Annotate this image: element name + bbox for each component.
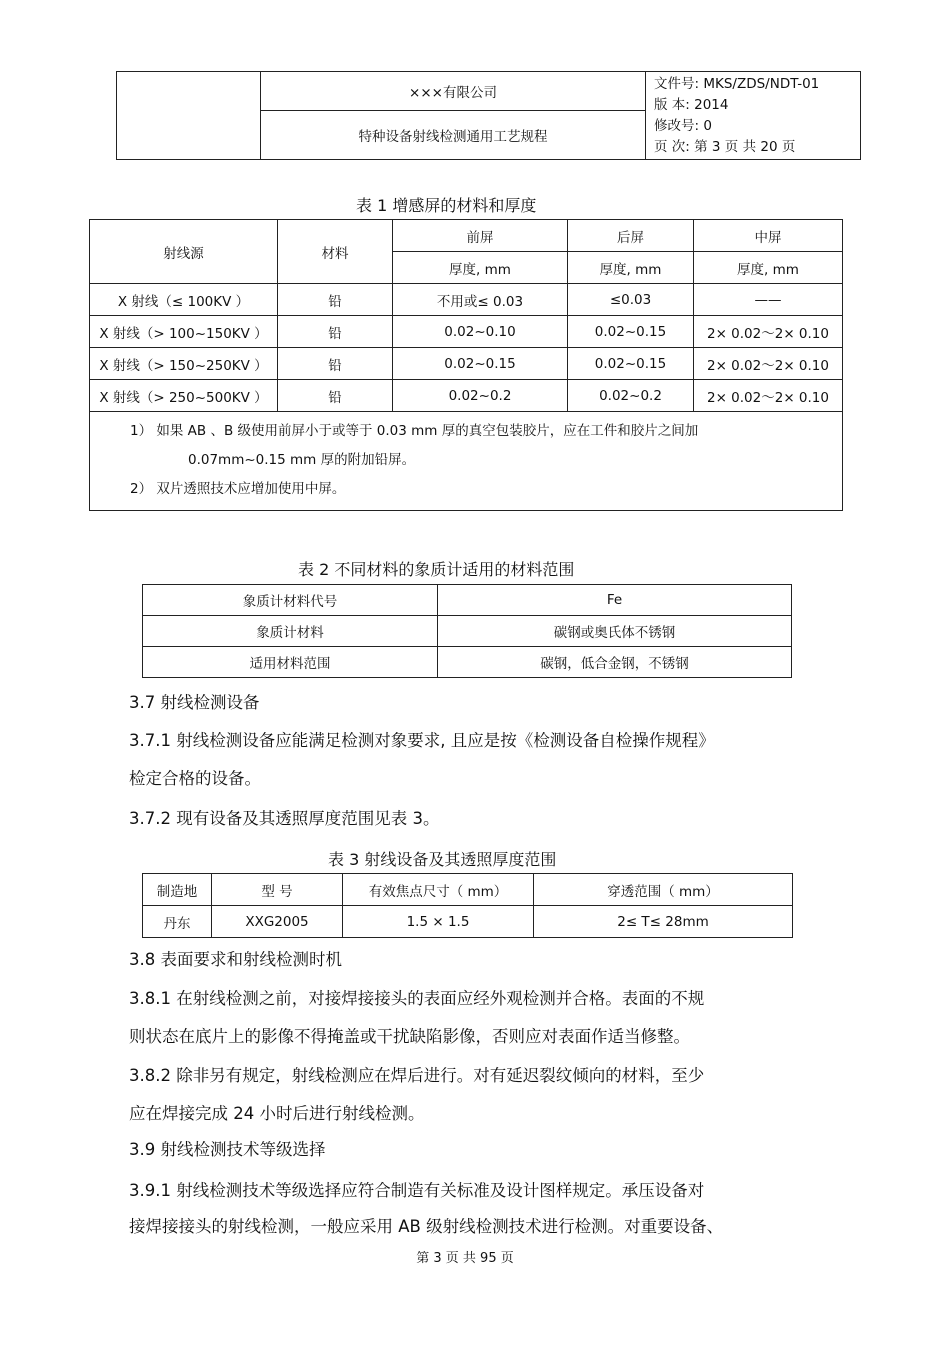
cell-front: 0.02~0.15 — [393, 348, 568, 380]
cell-front: 不用或≤ 0.03 — [393, 284, 568, 316]
cell-value: 碳钢或奥氏体不锈钢 — [438, 616, 792, 647]
table1-caption: 表 1 增感屏的材料和厚度 — [356, 196, 537, 215]
page-info: 页 次: 第 3 页 共 20 页 — [654, 138, 796, 155]
cell-model: XXG2005 — [212, 906, 343, 938]
cell-back: 0.02~0.15 — [568, 348, 694, 380]
para-3-7-1-line2: 检定合格的设备。 — [129, 769, 261, 788]
company-name: ×××有限公司 — [261, 72, 646, 111]
cell-material: 铅 — [278, 316, 393, 348]
section-3-9-heading: 3.9 射线检测技术等级选择 — [129, 1140, 326, 1159]
header-penetration: 穿透范围（ mm） — [534, 874, 793, 906]
header-source: 射线源 — [90, 220, 278, 284]
revision: 修改号: 0 — [654, 117, 712, 134]
cell-middle: 2× 0.02～2× 0.10 — [694, 348, 843, 380]
page-footer: 第 3 页 共 95 页 — [416, 1251, 514, 1266]
file-number: 文件号: MKS/ZDS/NDT-01 — [654, 75, 820, 92]
cell-material: 铅 — [278, 380, 393, 412]
table-notes — [90, 412, 843, 511]
section-3-8-heading: 3.8 表面要求和射线检测时机 — [129, 950, 342, 969]
note-1-continued: 0.07mm~0.15 mm 厚的附加铅屏。 — [188, 452, 416, 468]
cell-focal-size: 1.5 × 1.5 — [343, 906, 534, 938]
note-2: 2） 双片透照技术应增加使用中屏。 — [130, 481, 346, 497]
para-3-8-1-line1: 3.8.1 在射线检测之前，对接焊接接头的表面应经外观检测并合格。表面的不规 — [129, 989, 705, 1008]
para-3-9-1-line1: 3.9.1 射线检测技术等级选择应符合制造有关标准及设计图样规定。承压设备对 — [129, 1181, 705, 1200]
header-back: 后屏 — [568, 220, 694, 252]
cell-material: 铅 — [278, 348, 393, 380]
header-thickness: 厚度, mm — [694, 252, 843, 284]
cell-middle: 2× 0.02～2× 0.10 — [694, 380, 843, 412]
para-3-8-2-line2: 应在焊接完成 24 小时后进行射线检测。 — [129, 1104, 425, 1123]
header-model: 型 号 — [212, 874, 343, 906]
cell-origin: 丹东 — [143, 906, 212, 938]
section-3-7-heading: 3.7 射线检测设备 — [129, 693, 260, 712]
cell-label: 适用材料范围 — [143, 647, 438, 678]
header-origin: 制造地 — [143, 874, 212, 906]
cell-back: 0.02~0.2 — [568, 380, 694, 412]
cell-back: ≤0.03 — [568, 284, 694, 316]
cell-source: X 射线（> 250~500KV ） — [90, 380, 278, 412]
document-title: 特种设备射线检测通用工艺规程 — [261, 111, 646, 160]
cell-front: 0.02~0.10 — [393, 316, 568, 348]
cell-value: Fe — [438, 585, 792, 616]
note-1: 1） 如果 AB 、B 级使用前屏小于或等于 0.03 mm 厚的真空包装胶片，应在工件和胶片之间加 — [130, 423, 699, 439]
table-row — [90, 316, 843, 348]
table3-caption: 表 3 射线设备及其透照厚度范围 — [328, 850, 557, 869]
header-thickness: 厚度, mm — [393, 252, 568, 284]
header-front: 前屏 — [393, 220, 568, 252]
header-thickness: 厚度, mm — [568, 252, 694, 284]
table-row — [143, 906, 793, 938]
equipment-table — [142, 873, 793, 938]
logo-cell — [117, 72, 261, 160]
version: 版 本: 2014 — [654, 96, 729, 113]
table-row — [143, 647, 792, 678]
cell-label: 象质计材料 — [143, 616, 438, 647]
cell-front: 0.02~0.2 — [393, 380, 568, 412]
cell-label: 象质计材料代号 — [143, 585, 438, 616]
table-row — [143, 585, 792, 616]
cell-source: X 射线（> 100~150KV ） — [90, 316, 278, 348]
para-3-9-1-line2: 接焊接接头的射线检测，一般应采用 AB 级射线检测技术进行检测。对重要设备、 — [129, 1217, 724, 1236]
cell-value: 碳钢，低合金钢，不锈钢 — [438, 647, 792, 678]
cell-back: 0.02~0.15 — [568, 316, 694, 348]
cell-penetration: 2≤ T≤ 28mm — [534, 906, 793, 938]
table-row — [90, 284, 843, 316]
para-3-8-1-line2: 则状态在底片上的影像不得掩盖或干扰缺陷影像，否则应对表面作适当修整。 — [129, 1027, 690, 1046]
screen-table — [89, 219, 843, 511]
cell-material: 铅 — [278, 284, 393, 316]
iqi-table — [142, 584, 792, 678]
table2-caption: 表 2 不同材料的象质计适用的材料范围 — [298, 560, 575, 579]
table-row — [90, 380, 843, 412]
para-3-7-2: 3.7.2 现有设备及其透照厚度范围见表 3。 — [129, 809, 440, 828]
document-meta — [646, 72, 861, 160]
document-header — [116, 71, 861, 160]
cell-source: X 射线（≤ 100KV ） — [90, 284, 278, 316]
cell-middle: —— — [694, 284, 843, 316]
header-middle: 中屏 — [694, 220, 843, 252]
header-material: 材料 — [278, 220, 393, 284]
header-focal-size: 有效焦点尺寸（ mm） — [343, 874, 534, 906]
cell-middle: 2× 0.02～2× 0.10 — [694, 316, 843, 348]
table-row — [90, 348, 843, 380]
cell-source: X 射线（> 150~250KV ） — [90, 348, 278, 380]
para-3-7-1-line1: 3.7.1 射线检测设备应能满足检测对象要求, 且应是按《检测设备自检操作规程》 — [129, 731, 715, 750]
para-3-8-2-line1: 3.8.2 除非另有规定，射线检测应在焊后进行。对有延迟裂纹倾向的材料，至少 — [129, 1066, 705, 1085]
table-row — [143, 616, 792, 647]
